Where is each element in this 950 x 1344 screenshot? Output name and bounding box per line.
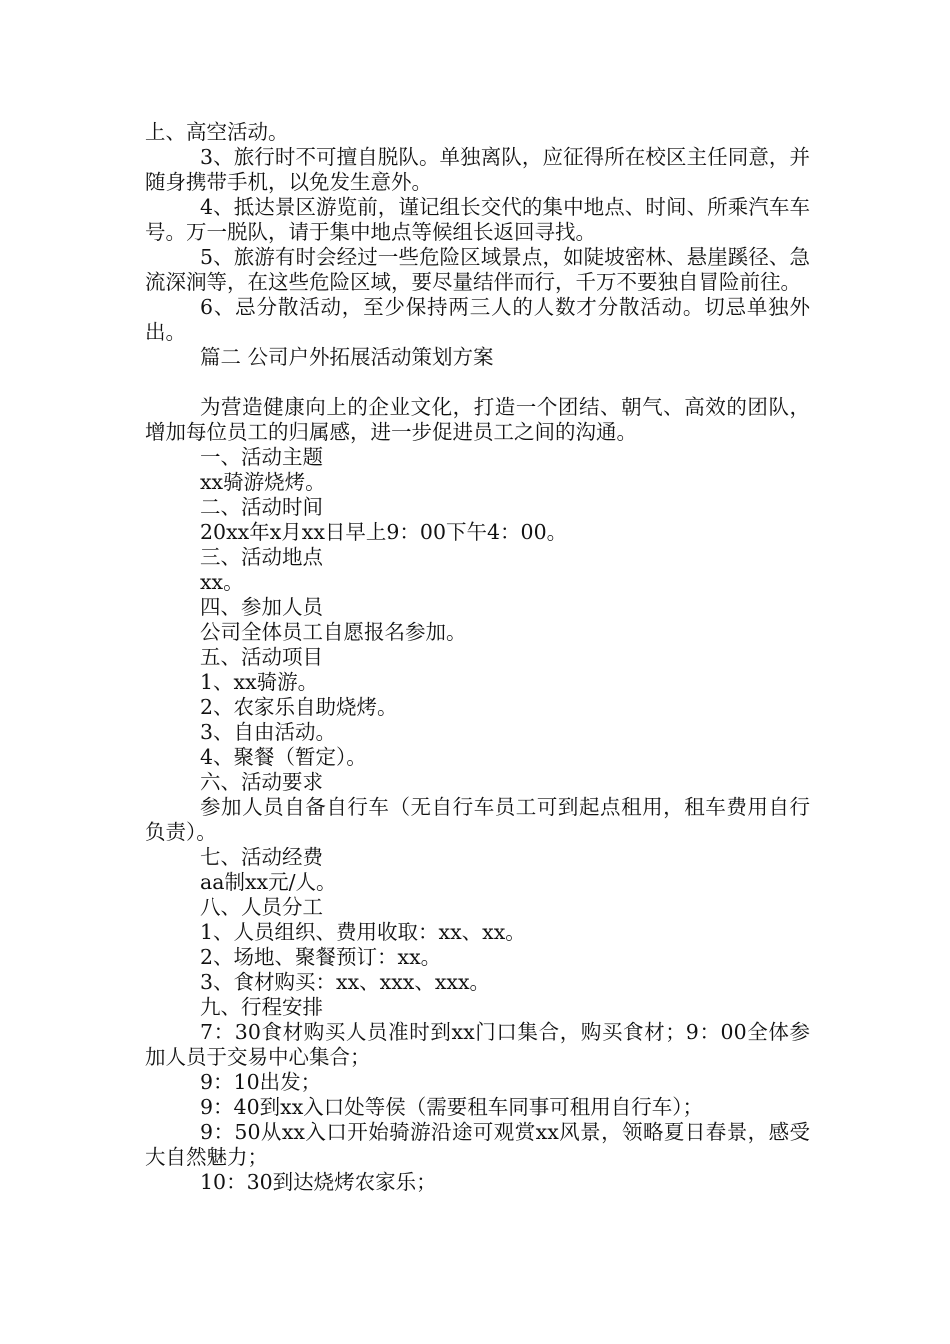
blank-line (145, 370, 810, 395)
heading-theme: 一、活动主题 (200, 445, 323, 469)
heading-staffing: 八、人员分工 (200, 895, 323, 919)
schedule-item: 9：40到xx入口处等侯（需要租车同事可租用自行车）； (200, 1095, 703, 1119)
heading-budget: 七、活动经费 (200, 845, 323, 869)
paragraph-4: 5、旅游有时会经过一些危险区域景点，如陡坡密林、悬崖蹊径、急流深涧等，在这些危险区域，要尽量结伴而行，千万不要独自冒险前往。 (145, 245, 810, 294)
staffing-item: 1、人员组织、费用收取：xx、xx。 (200, 920, 526, 944)
schedule-item: 9：10出发； (200, 1070, 322, 1094)
schedule-item: 10：30到达烧烤农家乐； (200, 1170, 437, 1194)
project-item: 1、xx骑游。 (200, 670, 319, 694)
heading-participants: 四、参加人员 (200, 595, 323, 619)
paragraph-1: 上、高空活动。 (145, 120, 289, 144)
paragraph-2: 3、旅行时不可擅自脱队。单独离队，应征得所在校区主任同意，并随身携带手机，以免发生意外。 (145, 145, 810, 194)
staffing-item: 3、食材购买：xx、xxx、xxx。 (200, 970, 491, 994)
heading-schedule: 九、行程安排 (200, 995, 323, 1019)
schedule-item: 9：50从xx入口开始骑游沿途可观赏xx风景，领略夏日春景，感受大自然魅力； (145, 1120, 810, 1169)
budget-text: aa制xx元/人。 (200, 870, 337, 894)
theme-text: xx骑游烧烤。 (200, 470, 326, 494)
heading-time: 二、活动时间 (200, 495, 323, 519)
heading-location: 三、活动地点 (200, 545, 323, 569)
location-text: xx。 (200, 570, 244, 594)
paragraph-5: 6、忌分散活动，至少保持两三人的人数才分散活动。切忌单独外出。 (145, 295, 810, 344)
staffing-item: 2、场地、聚餐预订：xx。 (200, 945, 442, 969)
paragraph-3: 4、抵达景区游览前，谨记组长交代的集中地点、时间、所乘汽车车号。万一脱队，请于集中地点等候组长返回寻找。 (145, 195, 810, 244)
document-page (145, 120, 810, 1195)
participants-text: 公司全体员工自愿报名参加。 (200, 620, 467, 644)
intro-paragraph: 为营造健康向上的企业文化，打造一个团结、朝气、高效的团队，增加每位员工的归属感，进一步促进员工之间的沟通。 (145, 395, 810, 444)
project-item: 3、自由活动。 (200, 720, 337, 744)
heading-projects: 五、活动项目 (200, 645, 323, 669)
heading-requirements: 六、活动要求 (200, 770, 323, 794)
project-item: 2、农家乐自助烧烤。 (200, 695, 398, 719)
schedule-item: 7：30食材购买人员准时到xx门口集合，购买食材；9：00全体参加人员于交易中心集合； (145, 1020, 810, 1069)
requirements-text: 参加人员自备自行车（无自行车员工可到起点租用，租车费用自行负责）。 (145, 795, 810, 844)
section-heading: 篇二 公司户外拓展活动策划方案 (200, 345, 494, 369)
project-item: 4、聚餐（暂定）。 (200, 745, 367, 769)
time-text: 20xx年x月xx日早上9：00下午4：00。 (200, 520, 568, 544)
